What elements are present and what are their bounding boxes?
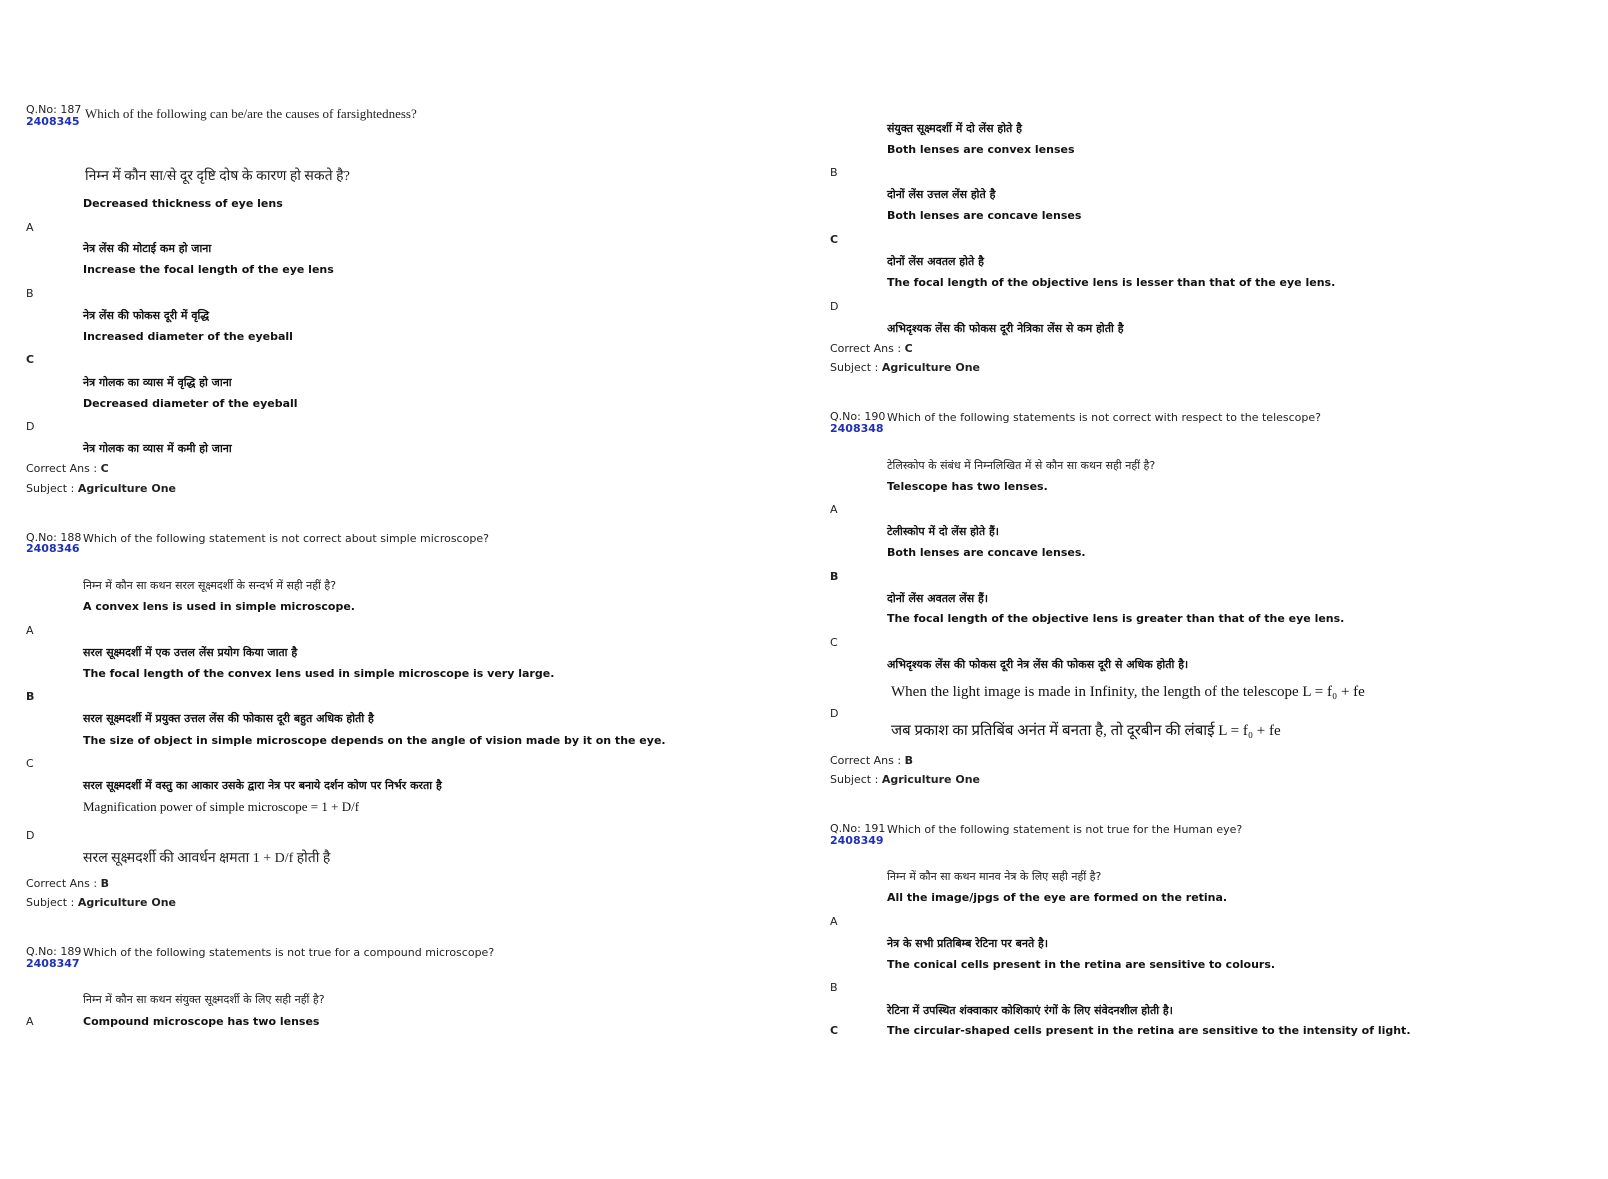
option-c-hindi: दोनों लेंस अवतल होते है xyxy=(887,255,984,268)
option-c-english: The circular-shaped cells present in the retina are sensitive to the intensity of light. xyxy=(887,1024,1411,1037)
subject: Subject : Agriculture One xyxy=(26,896,176,909)
option-b-hindi: सरल सूक्ष्मदर्शी में प्रयुक्त उत्तल लेंस की फोकास दूरी बहुत अधिक होती है xyxy=(83,712,374,725)
option-b-english: Both lenses are convex lenses xyxy=(887,143,1075,156)
option-b-english: Increase the focal length of the eye lens xyxy=(83,263,334,276)
option-c-english: Increased diameter of the eyeball xyxy=(83,330,293,343)
option-c-hindi: नेत्र गोलक का व्यास में वृद्धि हो जाना xyxy=(83,376,232,389)
option-d-english: Magnification power of simple microscope = 1 + D/f xyxy=(83,799,360,814)
option-d-label: D xyxy=(830,707,839,720)
option-d-english: Decreased diameter of the eyeball xyxy=(83,397,298,410)
correct-answer: Correct Ans : C xyxy=(26,462,109,475)
option-b-english: The focal length of the convex lens used in simple microscope is very large. xyxy=(83,667,555,680)
option-a-label: A xyxy=(26,221,34,234)
option-b-hindi: रेटिना में उपस्थित शंक्वाकार कोशिकाएं रंगों के लिए संवेदनशील होती है। xyxy=(887,1004,1173,1017)
option-b-label: B xyxy=(830,166,838,179)
question-text: Which of the following can be/are the causes of farsightedness? xyxy=(85,106,417,121)
option-b-label: B xyxy=(830,981,838,994)
question-text: Which of the following statement is not correct about simple microscope? xyxy=(83,532,489,545)
option-b-label: B xyxy=(830,570,839,583)
option-b-hindi: दोनों लेंस अवतल लेंस हैं। xyxy=(887,592,989,605)
question-number: Q.No: 191 xyxy=(830,822,886,835)
option-a-english: A convex lens is used in simple microscope. xyxy=(83,600,355,613)
question-text: Which of the following statement is not true for the Human eye? xyxy=(887,823,1243,836)
option-c-label: C xyxy=(830,636,838,649)
option-a-hindi: सरल सूक्ष्मदर्शी में एक उत्तल लेंस प्रयोग किया जाता है xyxy=(83,646,298,659)
option-a-hindi: नेत्र के सभी प्रतिबिम्ब रेटिना पर बनते है। xyxy=(887,937,1049,950)
option-b-english: The conical cells present in the retina are sensitive to colours. xyxy=(887,958,1276,971)
question-id: 2408345 xyxy=(26,115,80,128)
option-a-label: A xyxy=(26,624,34,637)
question-id: 2408346 xyxy=(26,542,80,555)
option-a-label: A xyxy=(830,915,838,928)
option-a-english: Telescope has two lenses. xyxy=(887,480,1048,493)
option-a-label: A xyxy=(830,503,838,516)
option-b-label: B xyxy=(26,690,35,703)
correct-answer: Correct Ans : B xyxy=(26,877,109,890)
question-text: Which of the following statements is not correct with respect to the telescope? xyxy=(887,411,1321,424)
question-number: Q.No: 190 xyxy=(830,410,886,423)
question-id: 2408348 xyxy=(830,422,884,435)
option-c-label: C xyxy=(830,233,839,246)
question-number: Q.No: 187 xyxy=(26,103,82,116)
question-text-hindi: निम्न में कौन सा कथन सरल सूक्ष्मदर्शी के सन्दर्भ में सही नहीं है? xyxy=(83,579,337,592)
option-c-label: C xyxy=(830,1024,839,1037)
option-a-english: Compound microscope has two lenses xyxy=(83,1015,320,1028)
option-a-label: A xyxy=(26,1015,34,1028)
subject: Subject : Agriculture One xyxy=(830,361,980,374)
option-d-label: D xyxy=(26,829,35,842)
option-d-label: D xyxy=(830,300,839,313)
subject: Subject : Agriculture One xyxy=(26,482,176,495)
question-text-hindi: निम्न में कौन सा कथन मानव नेत्र के लिए सही नहीं है? xyxy=(887,870,1102,883)
option-c-label: C xyxy=(26,353,35,366)
option-c-english: Both lenses are concave lenses xyxy=(887,209,1082,222)
option-c-label: C xyxy=(26,757,34,770)
option-c-hindi: अभिदृश्यक लेंस की फोकस दूरी नेत्र लेंस की फोकस दूरी से अधिक होती है। xyxy=(887,658,1189,671)
option-a-hindi: नेत्र लेंस की मोटाई कम हो जाना xyxy=(83,242,212,255)
option-d-hindi: नेत्र गोलक का व्यास में कमी हो जाना xyxy=(83,442,232,455)
question-text: Which of the following statements is not true for a compound microscope? xyxy=(83,946,495,959)
option-a-english: Decreased thickness of eye lens xyxy=(83,197,283,210)
option-c-english: The size of object in simple microscope depends on the angle of vision made by it on the eye. xyxy=(83,734,666,747)
option-d-hindi: सरल सूक्ष्मदर्शी की आवर्धन क्षमता 1 + D/f होती है xyxy=(83,851,331,866)
option-d-english: When the light image is made in Infinity, the length of the telescope L = f₀ + fe xyxy=(891,684,1365,700)
question-text-hindi: निम्न में कौन सा कथन संयुक्त सूक्ष्मदर्शी के लिए सही नहीं है? xyxy=(83,993,325,1006)
question-text-hindi: टेलिस्कोप के संबंध में निम्नलिखित में से कौन सा कथन सही नहीं है? xyxy=(887,459,1156,472)
option-b-label: B xyxy=(26,287,34,300)
option-d-hindi: जब प्रकाश का प्रतिबिंब अनंत में बनता है, तो दूरबीन की लंबाई L = f₀ + fe xyxy=(891,723,1281,739)
option-d-hindi: अभिदृश्यक लेंस की फोकस दूरी नेत्रिका लेंस से कम होती है xyxy=(887,322,1124,335)
option-a-hindi: संयुक्त सूक्ष्मदर्शी में दो लेंस होते है xyxy=(887,122,1023,135)
question-number: Q.No: 188 xyxy=(26,531,82,544)
subject: Subject : Agriculture One xyxy=(830,773,980,786)
question-id: 2408347 xyxy=(26,957,80,970)
option-b-hindi: नेत्र लेंस की फोकस दूरी में वृद्धि xyxy=(83,309,210,322)
option-c-english: The focal length of the objective lens is greater than that of the eye lens. xyxy=(887,612,1345,625)
option-c-hindi: सरल सूक्ष्मदर्शी में वस्तु का आकार उसके द्वारा नेत्र पर बनाये दर्शन कोण पर निर्भर करता है xyxy=(83,779,442,792)
option-d-english: The focal length of the objective lens is lesser than that of the eye lens. xyxy=(887,276,1336,289)
question-number: Q.No: 189 xyxy=(26,945,82,958)
question-id: 2408349 xyxy=(830,834,884,847)
correct-answer: Correct Ans : C xyxy=(830,342,913,355)
option-b-hindi: दोनों लेंस उत्तल लेंस होते है xyxy=(887,188,996,201)
right-column xyxy=(830,0,1608,1179)
option-a-english: All the image/jpgs of the eye are formed on the retina. xyxy=(887,891,1228,904)
correct-answer: Correct Ans : B xyxy=(830,754,913,767)
question-text-hindi: निम्न में कौन सा/से दूर दृष्टि दोष के कारण हो सकते है? xyxy=(85,169,350,184)
option-b-english: Both lenses are concave lenses. xyxy=(887,546,1086,559)
option-a-hindi: टेलीस्कोप में दो लेंस होते हैं। xyxy=(887,525,999,538)
option-d-label: D xyxy=(26,420,35,433)
